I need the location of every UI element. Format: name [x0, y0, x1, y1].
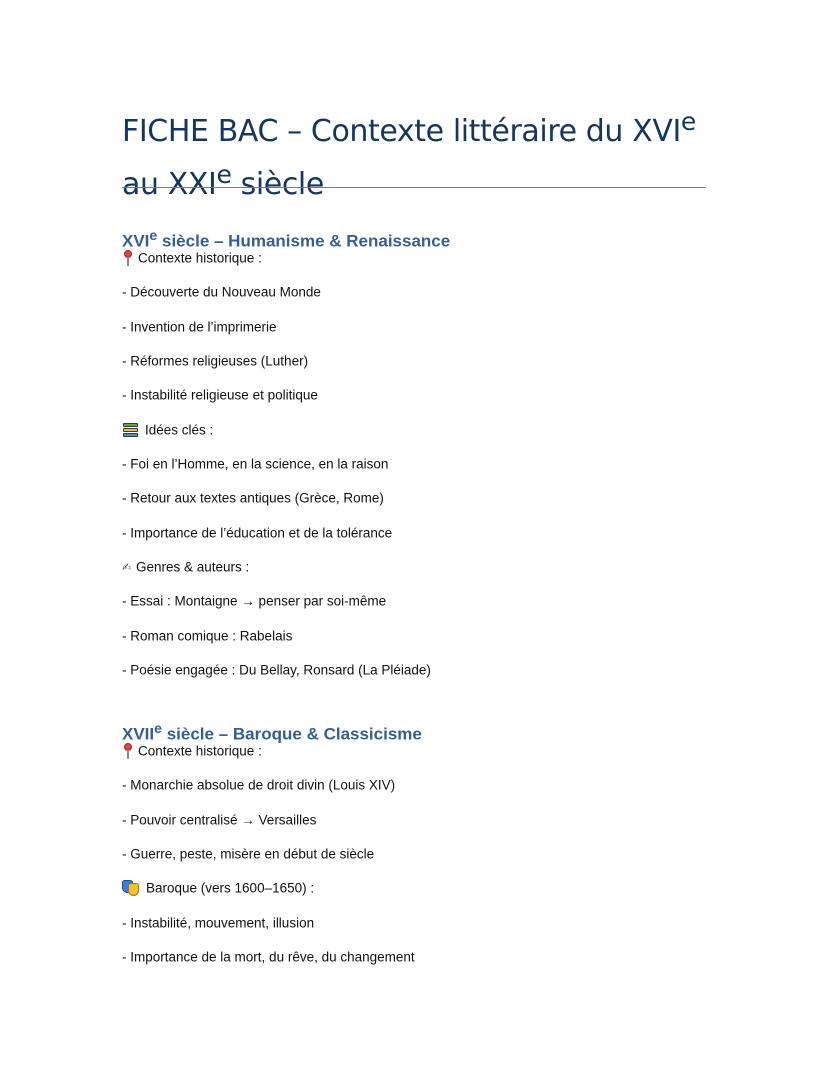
heading-title: siècle – Baroque & Classicisme — [162, 724, 422, 744]
title-underline-rule — [122, 187, 706, 188]
list-item: - Monarchie absolue de droit divin (Louis XIV) — [122, 777, 396, 793]
list-item: - Pouvoir centralisé → Versailles — [122, 812, 317, 828]
pushpin-icon — [122, 743, 134, 759]
list-item: - Invention de l’imprimerie — [122, 319, 277, 335]
heading-century: XVII — [122, 724, 155, 744]
list-label-genres: ✍ Genres & auteurs : — [122, 559, 250, 575]
section-17th-century — [122, 717, 708, 981]
list-label-context: Contexte historique : — [122, 741, 708, 775]
list-item: - Instabilité religieuse et politique — [122, 387, 318, 403]
list-item: - Importance de la mort, du rêve, du changement — [122, 949, 415, 965]
theater-masks-icon — [122, 880, 140, 897]
list-item: - Réformes religieuses (Luther) — [122, 353, 309, 369]
list-item: - Importance de l’éducation et de la tolérance — [122, 525, 393, 541]
list-label-baroque: Baroque (vers 1600–1650) : — [122, 878, 708, 912]
list-item: - Guerre, peste, misère en début de siècle — [122, 846, 375, 862]
section-heading — [122, 717, 708, 744]
pushpin-icon — [122, 250, 134, 266]
title-line2-superscript: e — [216, 160, 232, 189]
list-item: - Roman comique : Rabelais — [122, 628, 293, 644]
section-16th-century — [122, 224, 708, 694]
list-item: - Découverte du Nouveau Monde — [122, 284, 321, 300]
title-line2-suffix: siècle — [231, 167, 324, 202]
document-title — [122, 100, 708, 206]
list-item: - Essai : Montaigne → penser par soi-même — [122, 593, 387, 609]
list-item: - Poésie engagée : Du Bellay, Ronsard (La Pléiade) — [122, 662, 431, 678]
section-heading — [122, 224, 708, 251]
list-label-context: Contexte historique : — [122, 248, 708, 282]
writing-hand-icon: ✍ — [122, 561, 132, 574]
title-line1: FICHE BAC – Contexte littéraire du XVI — [122, 114, 681, 149]
books-icon — [122, 423, 139, 438]
title-line2: au XXI — [122, 167, 217, 202]
heading-superscript: e — [149, 228, 158, 244]
list-item: - Instabilité, mouvement, illusion — [122, 915, 315, 931]
heading-century: XVI — [122, 231, 150, 251]
list-item: - Foi en l’Homme, en la science, en la raison — [122, 456, 389, 472]
heading-superscript: e — [154, 721, 162, 737]
heading-title: siècle – Humanisme & Renaissance — [157, 231, 451, 251]
list-item: - Retour aux textes antiques (Grèce, Rome) — [122, 490, 384, 506]
list-label-ideas: Idées clés : — [122, 420, 708, 454]
title-line1-superscript: e — [680, 107, 696, 136]
